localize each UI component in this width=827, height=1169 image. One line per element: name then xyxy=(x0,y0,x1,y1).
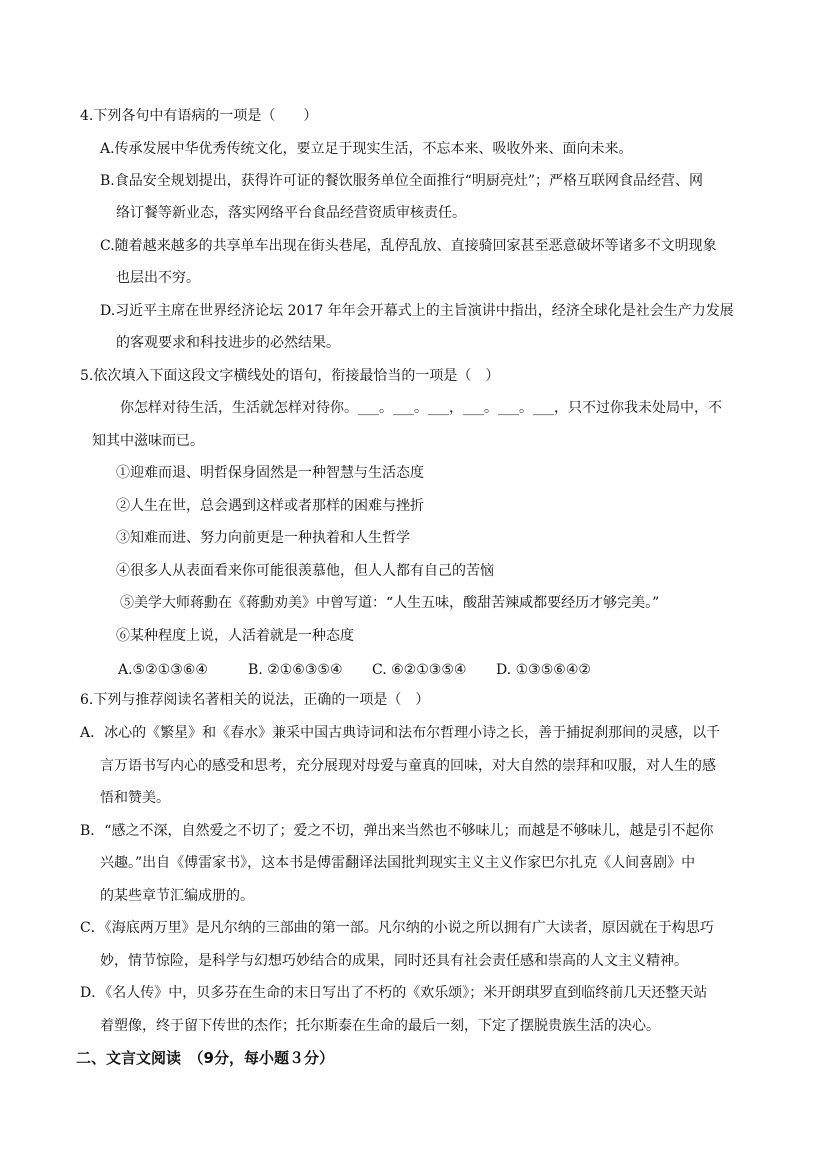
q6-option-b-line2: 兴趣。”出自《傅雷家书》，这本书是傅雷翻译法国批判现实主义主义作家巴尔扎克《人间喜剧》中 xyxy=(100,855,696,871)
q5-sentence-2: ②人生在世，总会遇到这样或者那样的困难与挫折 xyxy=(116,498,424,514)
q4-option-c-line1: C.随着越来越多的共享单车出现在街头巷尾，乱停乱放、直接骑回家甚至恶意破坏等诸多不文明现象 xyxy=(100,238,717,254)
q5-paragraph-line1: 你怎样对待生活，生活就怎样对待你。___。___。___，___。___。___，只不过你我未处局中，不 xyxy=(120,400,722,416)
q6-option-d-line2: 着塑像，终于留下传世的杰作；托尔斯泰在生命的最后一刻，下定了摆脱贵族生活的决心。 xyxy=(100,1018,660,1034)
q5-sentence-1: ①迎难而退、明哲保身固然是一种智慧与生活态度 xyxy=(116,465,424,481)
q6-option-d-line1: D．《名人传》中，贝多芬在生命的末日写出了不朽的《欢乐颂》；米开朗琪罗直到临终前几天还整天站 xyxy=(80,985,708,1001)
q6-option-b-line1: B．“感之不深，自然爱之不切了；爱之不切，弹出来当然也不够味儿；而越是不够味儿，越是引不起你 xyxy=(80,823,714,839)
q5-option-a: A.⑤②①③⑥④ xyxy=(118,662,208,678)
q6-stem: 6.下列与推荐阅读名著相关的说法，正确的一项是（ ） xyxy=(80,692,430,708)
q5-sentence-4: ④很多人从表面看来你可能很羡慕他，但人人都有自己的苦恼 xyxy=(116,563,494,579)
q4-option-b-line1: B.食品安全规划提出，获得许可证的餐饮服务单位全面推行“明厨亮灶”；严格互联网食品经营、网 xyxy=(100,173,704,189)
q5-sentence-6: ⑥某种程度上说，人活着就是一种态度 xyxy=(116,628,354,644)
q5-option-c: C. ⑥②①③⑤④ xyxy=(372,662,467,678)
q5-sentence-3: ③知难而进、努力向前更是一种执着和人生哲学 xyxy=(116,530,410,546)
q6-option-c-line1: C．《海底两万里》是凡尔纳的三部曲的第一部。凡尔纳的小说之所以拥有广大读者，原因就在于构思巧 xyxy=(80,920,714,936)
section-heading-classical-chinese: 二、文言文阅读 （9分，每小题３分） xyxy=(76,1049,334,1067)
q4-stem: 4.下列各句中有语病的一项是（ ） xyxy=(80,108,318,124)
q4-option-d-line2: 的客观要求和科技进步的必然结果。 xyxy=(116,335,340,351)
q6-option-a-line3: 悟和赞美。 xyxy=(100,790,170,806)
q4-option-a: A.传承发展中华优秀传统文化，要立足于现实生活，不忘本来、吸收外来、面向未来。 xyxy=(100,141,633,157)
q5-stem: 5.依次填入下面这段文字横线处的语句，衔接最恰当的一项是（ ） xyxy=(80,368,500,384)
q5-sentence-5: ⑤美学大师蒋勳在《蒋勳劝美》中曾写道：“人生五味，酸甜苦辣咸都要经历才够完美。” xyxy=(120,595,660,611)
q4-option-d-line1: D.习近平主席在世界经济论坛 2017 年年会开幕式上的主旨演讲中指出，经济全球化是社会生产力发展 xyxy=(100,303,734,319)
q6-option-a-line1: A．冰心的《繁星》和《春水》兼采中国古典诗词和法布尔哲理小诗之长，善于捕捉刹那间的灵感，以千 xyxy=(80,725,721,741)
q6-option-a-line2: 言万语书写内心的感受和思考，充分展现对母爱与童真的回味，对大自然的崇拜和叹服，对人生的感 xyxy=(100,758,716,774)
q5-paragraph-line2: 知其中滋味而已。 xyxy=(92,433,204,449)
q5-option-b: B. ②①⑥③⑤④ xyxy=(248,662,343,678)
q4-option-c-line2: 也层出不穷。 xyxy=(116,270,200,286)
q6-option-c-line2: 妙，情节惊险，是科学与幻想巧妙结合的成果，同时还具有社会责任感和崇高的人文主义精神。 xyxy=(100,953,688,969)
q5-option-d: D. ①③⑤⑥④② xyxy=(496,662,591,678)
q6-option-b-line3: 的某些章节汇编成册的。 xyxy=(100,888,254,904)
q4-option-b-line2: 络订餐等新业态，落实网络平台食品经营资质审核责任。 xyxy=(116,205,466,221)
